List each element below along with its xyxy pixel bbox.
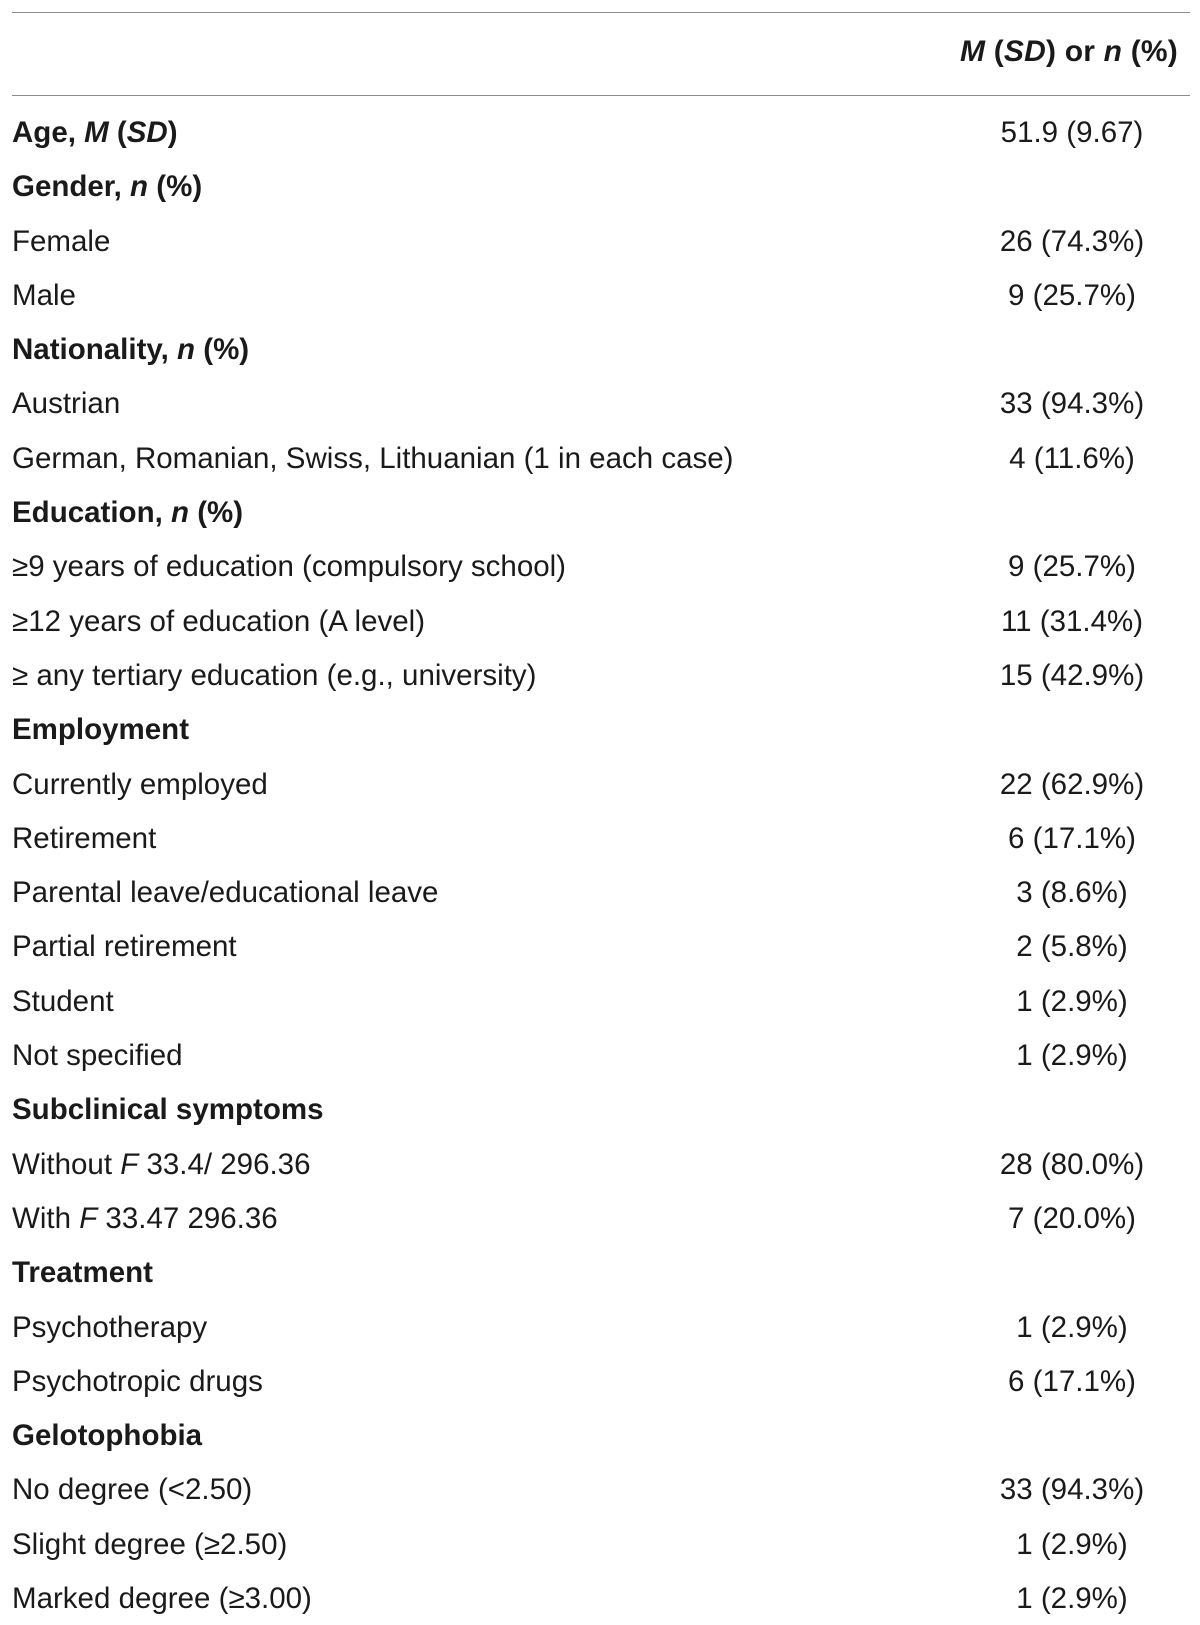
section-label — [12, 116, 178, 150]
table-row — [12, 865, 1190, 919]
label-text: ≥ any tertiary education (e.g., university) — [12, 658, 537, 692]
row-value: 15 (42.9%) — [999, 658, 1145, 692]
label-text: Not specified — [12, 1039, 183, 1073]
label-text: Education, — [12, 496, 171, 530]
table-row — [12, 648, 1190, 702]
label-text: With — [12, 1201, 80, 1235]
table-section-row — [12, 485, 1190, 539]
label-text: n — [130, 170, 149, 204]
row-value: 1 (2.9%) — [1016, 1310, 1128, 1344]
demographics-table — [12, 12, 1190, 1625]
section-label — [12, 713, 189, 747]
label-text: Slight degree (≥2.50) — [12, 1527, 288, 1561]
table-section-row — [12, 1245, 1190, 1299]
row-label — [12, 387, 120, 421]
row-label — [12, 1473, 252, 1507]
row-label — [12, 822, 156, 856]
column-header-statistic — [960, 35, 1178, 69]
section-label — [12, 1093, 323, 1127]
label-text: (%) — [195, 333, 250, 367]
row-value: 2 (5.8%) — [1016, 930, 1128, 964]
label-text: Male — [12, 278, 76, 312]
table-body — [12, 96, 1190, 1625]
label-text: Without — [12, 1147, 121, 1181]
label-text: Subclinical symptoms — [12, 1093, 324, 1127]
table-row — [12, 1028, 1190, 1082]
label-text: Partial retirement — [12, 930, 237, 964]
row-value: 33 (94.3%) — [999, 387, 1145, 421]
row-value: 33 (94.3%) — [999, 1473, 1145, 1507]
table-section-row — [12, 105, 1190, 159]
table-section-row — [12, 1408, 1190, 1462]
label-text: Psychotherapy — [12, 1310, 208, 1344]
row-label — [12, 550, 566, 584]
row-value: 6 (17.1%) — [1008, 1364, 1136, 1398]
table-row — [12, 431, 1190, 485]
row-label — [12, 442, 733, 476]
label-text: Student — [12, 984, 114, 1018]
label-text: Psychotropic drugs — [12, 1364, 263, 1398]
header-part-or: ) or — [1046, 35, 1104, 68]
row-label — [12, 225, 110, 259]
table-row — [12, 214, 1190, 268]
label-text: SD — [126, 116, 168, 149]
row-value: 7 (20.0%) — [1008, 1201, 1136, 1235]
table-row — [12, 1191, 1190, 1245]
table-section-row — [12, 1082, 1190, 1136]
table-section-row — [12, 702, 1190, 756]
label-text: (%) — [148, 170, 203, 204]
table-row — [12, 268, 1190, 322]
header-part-open: ( — [985, 35, 1004, 68]
label-text: ( — [108, 116, 127, 149]
label-text: 33.47 296.36 — [97, 1201, 278, 1235]
label-text: Marked degree (≥3.00) — [12, 1582, 312, 1616]
row-value: 1 (2.9%) — [1016, 1039, 1128, 1073]
table-row — [12, 1462, 1190, 1516]
label-text: Nationality, — [12, 333, 178, 367]
row-label — [12, 930, 237, 964]
table-row — [12, 811, 1190, 865]
label-text: Age, — [12, 116, 85, 149]
table-row — [12, 1571, 1190, 1625]
row-label — [12, 1365, 263, 1399]
table-row — [12, 1137, 1190, 1191]
label-text: n — [170, 496, 190, 530]
table-row — [12, 1300, 1190, 1354]
section-label — [12, 333, 249, 367]
row-label — [12, 1582, 312, 1616]
table-row — [12, 376, 1190, 430]
row-value: 3 (8.6%) — [1016, 876, 1128, 910]
header-part-m: M — [959, 35, 986, 68]
label-text: 33.4/ 296.36 — [138, 1147, 311, 1181]
row-value: 9 (25.7%) — [1008, 550, 1136, 584]
label-text: Parental leave/educational leave — [12, 876, 439, 910]
row-value: 9 (25.7%) — [1008, 278, 1136, 312]
label-text: Retirement — [12, 821, 157, 855]
section-label — [12, 496, 243, 530]
label-text: Gender, — [12, 170, 131, 204]
label-text: German, Romanian, Swiss, Lithuanian (1 in each case) — [12, 441, 734, 475]
table-section-row — [12, 159, 1190, 213]
row-label — [12, 876, 438, 910]
row-value: 28 (80.0%) — [999, 1147, 1145, 1181]
label-text: F — [79, 1201, 98, 1235]
row-label — [12, 1202, 278, 1236]
row-value: 4 (11.6%) — [1009, 441, 1135, 475]
label-text: ) — [167, 116, 178, 149]
label-text: ≥9 years of education (compulsory school) — [12, 550, 567, 584]
header-part-pct: (%) — [1122, 35, 1178, 68]
row-label — [12, 1148, 310, 1182]
label-text: Austrian — [12, 387, 121, 421]
table-row — [12, 757, 1190, 811]
label-text: Employment — [12, 713, 190, 747]
row-value: 1 (2.9%) — [1016, 984, 1128, 1018]
row-label — [12, 279, 76, 313]
label-text: Currently employed — [12, 767, 268, 801]
row-label — [12, 768, 268, 802]
table-row — [12, 919, 1190, 973]
row-label — [12, 605, 425, 639]
row-value: 51.9 (9.67) — [1000, 116, 1144, 149]
row-label — [12, 659, 536, 693]
table-row — [12, 1517, 1190, 1571]
section-label — [12, 1256, 153, 1290]
label-text: Female — [12, 224, 111, 258]
row-label — [12, 1528, 287, 1562]
table-row — [12, 539, 1190, 593]
section-label — [12, 1419, 202, 1453]
label-text: M — [84, 116, 109, 149]
header-part-n: n — [1103, 35, 1123, 68]
label-text: ≥12 years of education (A level) — [12, 604, 426, 638]
row-label — [12, 1039, 183, 1073]
table-section-row — [12, 322, 1190, 376]
row-value: 11 (31.4%) — [1000, 604, 1144, 638]
row-label — [12, 985, 114, 1019]
row-value: 22 (62.9%) — [999, 767, 1145, 801]
label-text: No degree (<2.50) — [12, 1473, 253, 1507]
row-label — [12, 1311, 207, 1345]
row-value: 26 (74.3%) — [999, 224, 1145, 258]
label-text: F — [120, 1147, 139, 1181]
label-text: Gelotophobia — [12, 1419, 203, 1453]
table-header-row — [12, 13, 1190, 95]
row-value: 1 (2.9%) — [1016, 1527, 1128, 1561]
header-part-sd: SD — [1003, 35, 1046, 68]
table-row — [12, 594, 1190, 648]
row-value: 6 (17.1%) — [1008, 821, 1136, 855]
table-row — [12, 1354, 1190, 1408]
section-label — [12, 170, 202, 204]
label-text: Treatment — [12, 1256, 153, 1290]
label-text: n — [177, 333, 196, 367]
label-text: (%) — [189, 496, 244, 530]
row-value: 1 (2.9%) — [1016, 1582, 1128, 1616]
table-row — [12, 974, 1190, 1028]
